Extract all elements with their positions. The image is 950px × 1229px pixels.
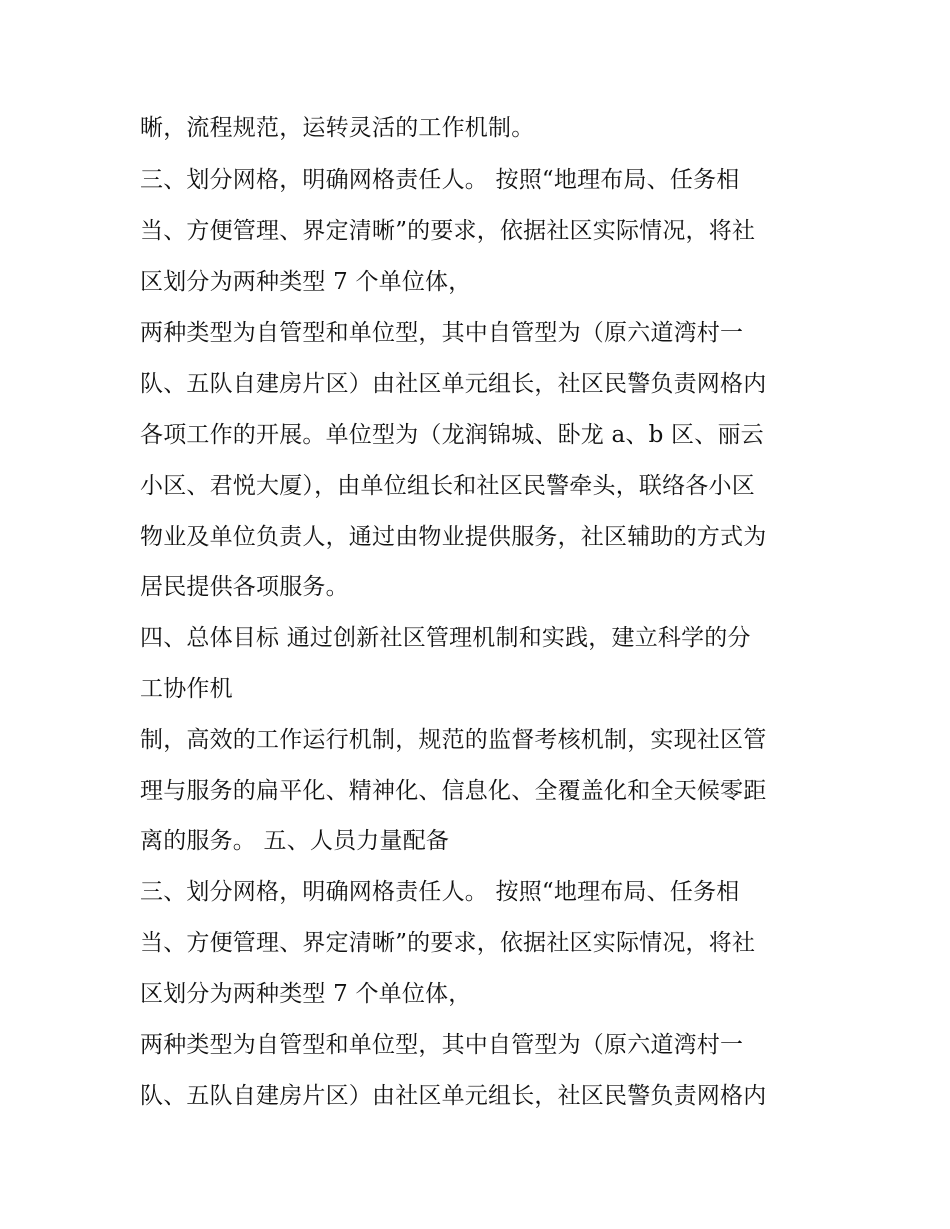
text-line: 两种类型为自管型和单位型，其中自管型为（原六道湾村一	[140, 320, 744, 346]
text-line: 两种类型为自管型和单位型，其中自管型为（原六道湾村一	[140, 1032, 744, 1058]
text-line: 工协作机	[140, 676, 233, 702]
text-line: 制，高效的工作运行机制，规范的监督考核机制，实现社区管	[140, 727, 767, 753]
text-line: 离的服务。 五、人员力量配备	[140, 828, 450, 854]
text-line: 四、总体目标 通过创新社区管理机制和实践，建立科学的分	[140, 625, 751, 651]
text-line: 三、划分网格，明确网格责任人。 按照“地理布局、任务相	[140, 879, 740, 905]
text-line: 居民提供各项服务。	[140, 574, 349, 600]
text-line: 小区、君悦大厦），由单位组长和社区民警牵头，联络各小区	[140, 473, 755, 499]
text-line: 三、划分网格，明确网格责任人。 按照“地理布局、任务相	[140, 167, 740, 193]
text-line: 晰，流程规范，运转灵活的工作机制。	[140, 115, 535, 141]
text-line: 理与服务的扁平化、精神化、信息化、全覆盖化和全天候零距	[140, 778, 767, 804]
text-line: 物业及单位负责人，通过由物业提供服务，社区辅助的方式为	[140, 524, 767, 550]
text-line: 区划分为两种类型 7 个单位体，	[140, 981, 472, 1007]
text-line: 各项工作的开展。单位型为（龙润锦城、卧龙 a、b 区、丽云	[140, 422, 764, 448]
text-line: 队、五队自建房片区）由社区单元组长，社区民警负责网格内	[140, 371, 767, 397]
text-line: 区划分为两种类型 7 个单位体，	[140, 269, 472, 295]
text-line: 当、方便管理、界定清晰”的要求，依据社区实际情况，将社	[140, 218, 756, 244]
text-line: 当、方便管理、界定清晰”的要求，依据社区实际情况，将社	[140, 930, 756, 956]
text-line: 队、五队自建房片区）由社区单元组长，社区民警负责网格内	[140, 1083, 767, 1109]
